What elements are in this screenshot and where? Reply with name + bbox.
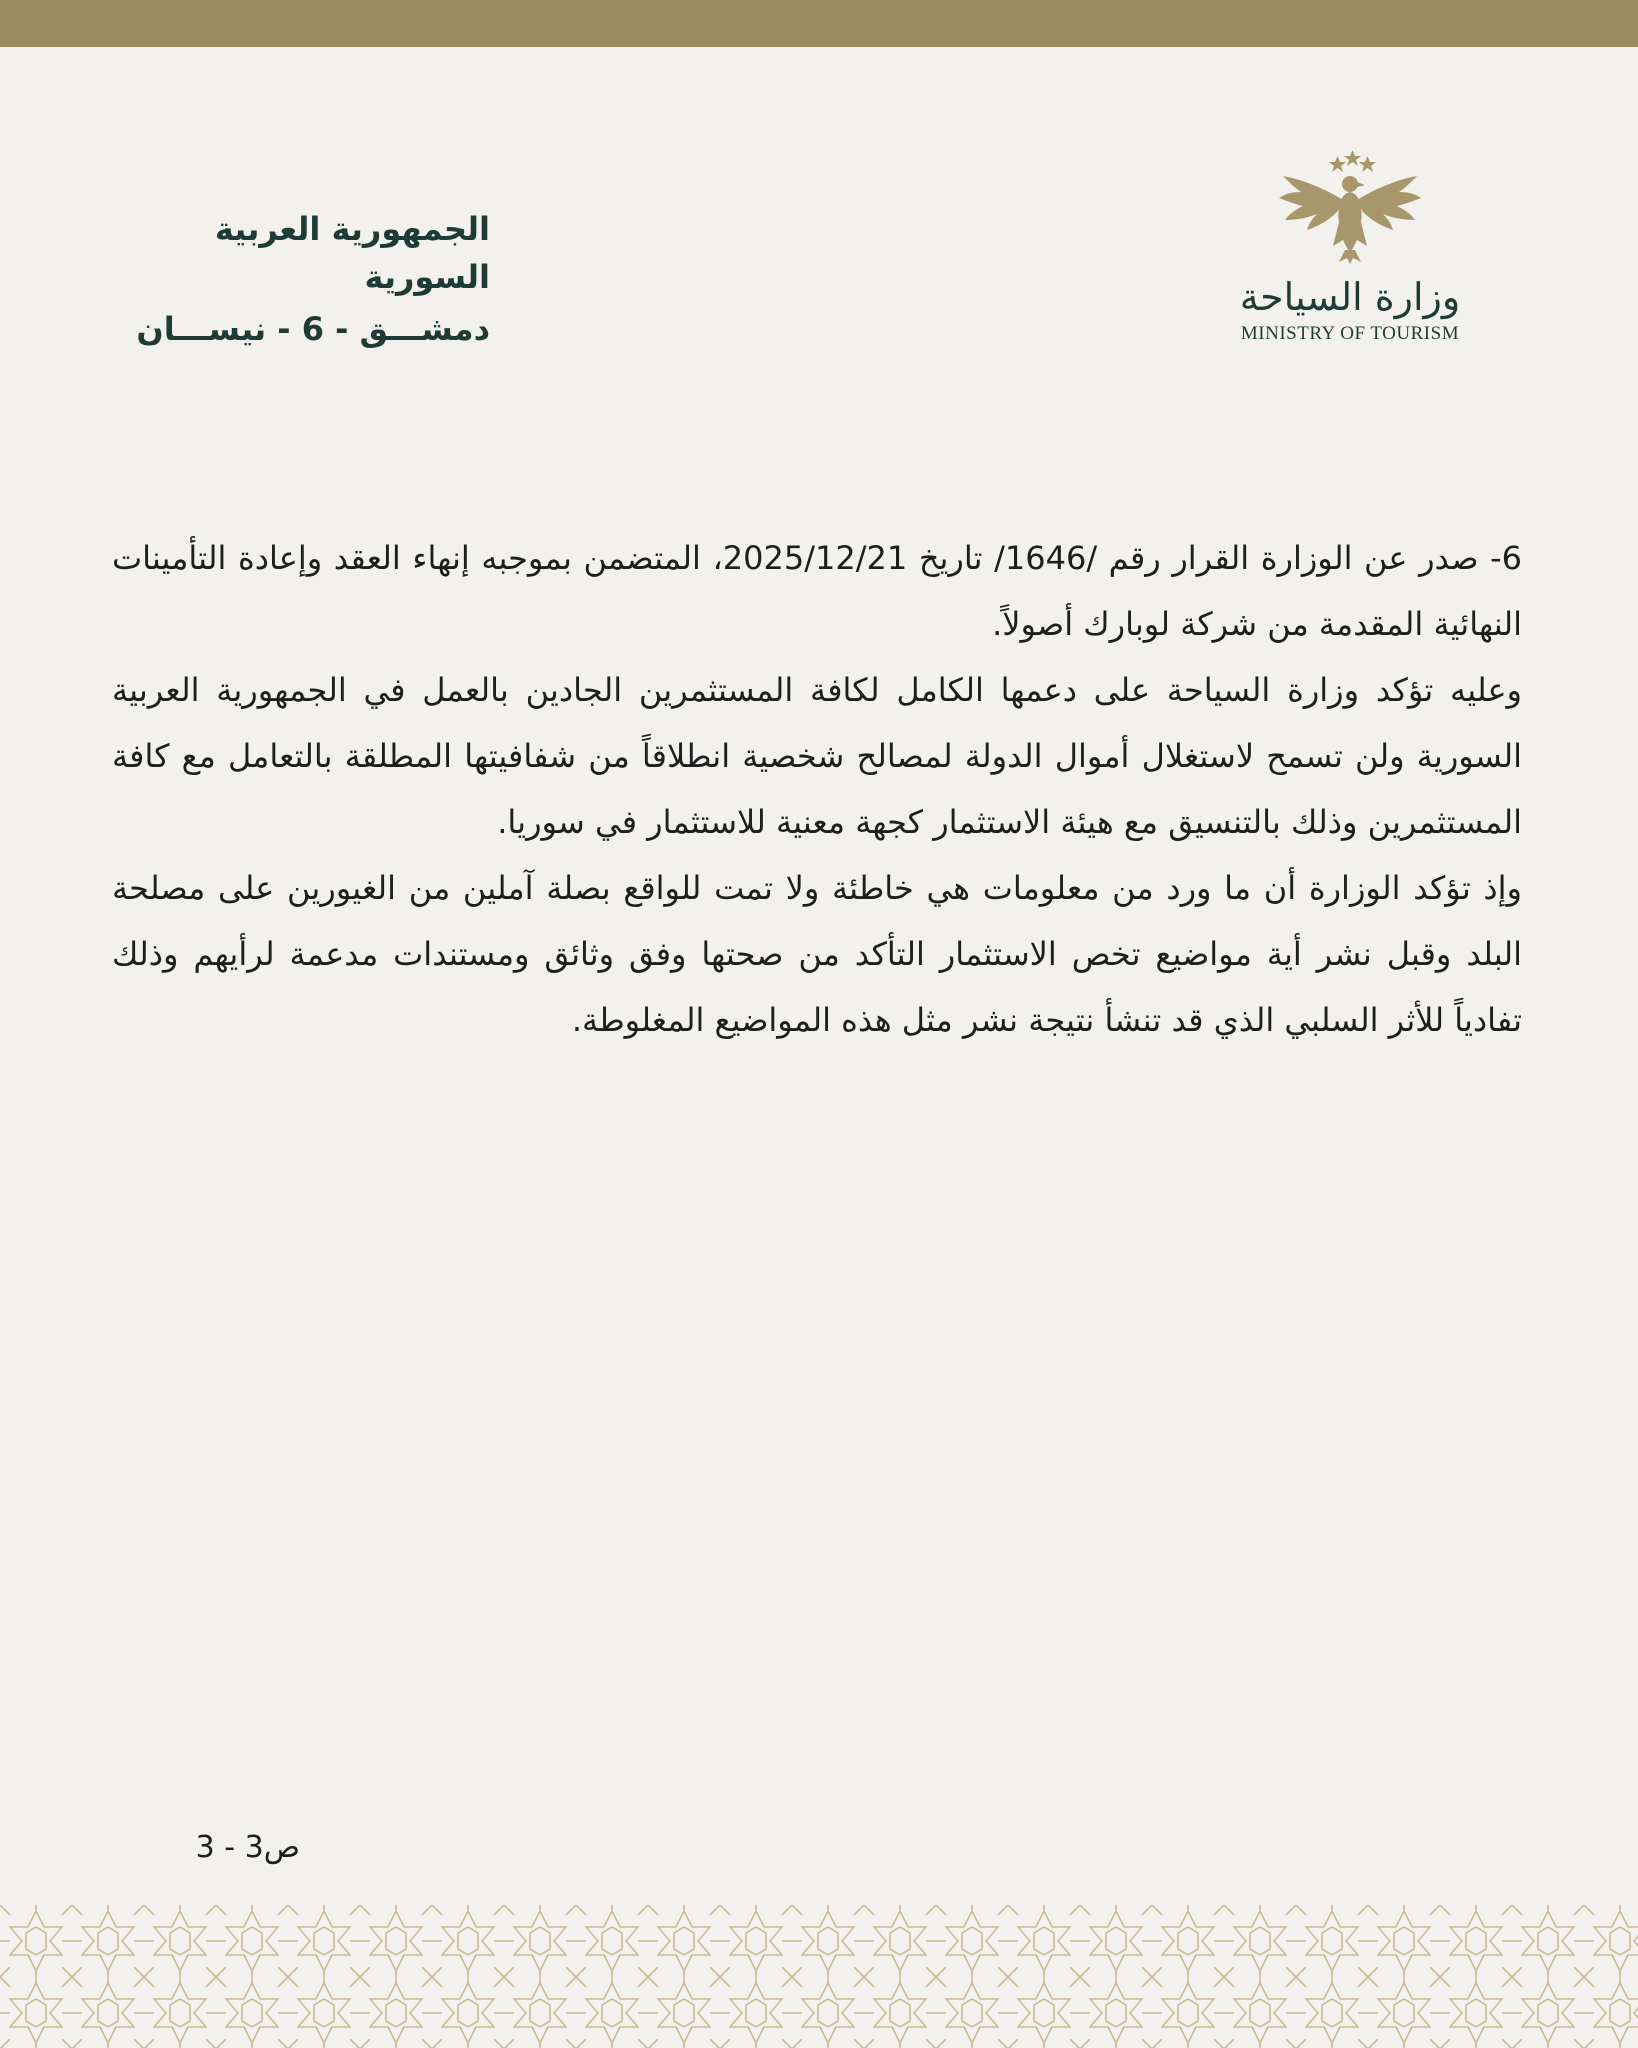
paragraph-decision: 6- صدر عن الوزارة القرار رقم /1646/ تاريخ 2025/12/21، المتضمن بموجبه إنهاء العقد وإعادة التأمينات النهائية المقدمة من شركة لوبارك أصولاً. <box>112 539 1523 643</box>
paragraph-support: وعليه تؤكد وزارة السياحة على دعمها الكامل لكافة المستثمرين الجادين بالعمل في الجمهورية العربية السورية ولن تسمح لاستغلال أموال الدولة لمصالح شخصية انطلاقاً من شفافيتها المطلقة بالتعامل مع كافة المستثمرين وذلك بالتنسيق مع هيئة الاستثمار كجهة معنية للاستثمار في سوريا. <box>112 671 1522 841</box>
eagle-emblem-icon <box>1275 150 1425 265</box>
ministry-name-arabic: وزارة السياحة <box>1239 275 1461 319</box>
geometric-pattern-footer <box>0 1905 1638 2048</box>
country-name: الجمهورية العربية السورية <box>214 210 490 296</box>
letter-header <box>110 205 490 353</box>
top-accent-bar <box>0 0 1638 47</box>
ministry-name-english: MINISTRY OF TOURISM <box>1240 322 1460 344</box>
statement-body <box>112 525 1522 1053</box>
paragraph-clarification: وإذ تؤكد الوزارة أن ما ورد من معلومات هي خاطئة ولا تمت للواقع بصلة آملين من الغيورين على مصلحة البلد وقبل نشر أية مواضيع تخص الاستثمار التأكد من صحتها وفق وثائق ومستندات مدعمة لرأيهم وذلك تفادياً للأثر السلبي الذي قد تنشأ نتيجة نشر مثل هذه المواضيع المغلوطة. <box>112 869 1522 1039</box>
page-number: ص3 - 3 <box>195 1830 300 1865</box>
place-and-date: دمشـــق - 6 - نيســـان <box>136 310 490 348</box>
ministry-logo <box>1220 150 1480 345</box>
